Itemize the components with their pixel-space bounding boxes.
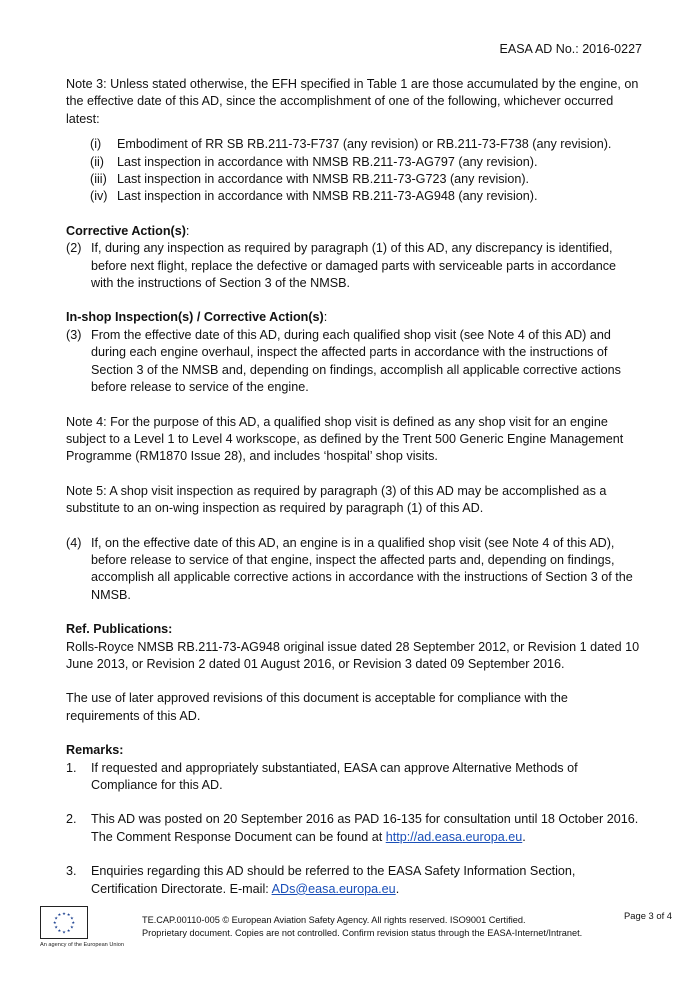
remark-number: 2. <box>66 812 77 827</box>
paragraph-number: (4) <box>66 535 82 550</box>
list-item-number: (i) <box>90 137 102 152</box>
remark-1 <box>66 760 640 795</box>
note-3: Note 3: Unless stated otherwise, the EFH specified in Table 1 are those accumulated by the engine, on the effective date of this AD, since the accomplishment of one of the following, whichever occurred latest: <box>66 77 639 126</box>
document-body <box>66 76 640 898</box>
paragraph-text: If, during any inspection as required by paragraph (1) of this AD, any discrepancy is identified, before next flight, replace the defective or damaged parts with serviceable parts in accordance with the instructions of Section 3 of the NMSB. <box>91 241 617 291</box>
svg-text:★: ★ <box>57 912 62 918</box>
paragraph-number: (3) <box>66 327 82 342</box>
paragraph-4 <box>66 535 640 605</box>
list-item <box>90 188 640 205</box>
ad-number: EASA AD No.: 2016-0227 <box>499 42 642 56</box>
remark-text: Enquiries regarding this AD should be referred to the EASA Safety Information Section, Certification Directorate. E-mail: ADs@easa.europa.eu. <box>91 864 576 896</box>
paragraph-3 <box>66 327 640 397</box>
remark-number: 1. <box>66 760 77 775</box>
svg-text:★: ★ <box>66 928 71 934</box>
list-item <box>90 171 640 188</box>
svg-text:★: ★ <box>66 912 71 918</box>
list-item <box>90 136 640 153</box>
remarks-heading: Remarks: <box>66 743 124 758</box>
remark-text: This AD was posted on 20 September 2016 as PAD 16-135 for consultation until 18 October 2016. The Comment Response Document can be found at http://ad.easa.europa.eu. <box>91 812 639 844</box>
paragraph-text: If, on the effective date of this AD, an engine is in a qualified shop visit (see Note 4 of this AD), before release to service of that engine, inspect the affected parts and, depending on findings, accomplish all applicable corrective actions in accordance with the instructions of Section 3 of the NMSB. <box>91 535 633 602</box>
svg-text:★: ★ <box>52 920 57 926</box>
remark-3 <box>66 863 640 898</box>
paragraph-2 <box>66 240 640 292</box>
footer-line-1: TE.CAP.00110-005 © European Aviation Safety Agency. All rights reserved. ISO9001 Certified. <box>142 915 526 925</box>
list-item-text: Embodiment of RR SB RB.211-73-F737 (any revision) or RB.211-73-F738 (any revision). <box>117 137 612 152</box>
remark-2 <box>66 811 640 846</box>
svg-text:★: ★ <box>71 920 76 926</box>
svg-text:★: ★ <box>70 924 74 930</box>
svg-text:★: ★ <box>62 910 66 916</box>
page-number: Page 3 of 4 <box>624 910 672 921</box>
paragraph-text: From the effective date of this AD, during each qualified shop visit (see Note 4 of this AD) and during each engine overhaul, inspect the affected parts in accordance with the instructions of Section 3 of the NMSB and, depending on findings, accomplish all applicable corrective actions before release to service of the engine. <box>91 327 621 395</box>
ref-publications-text: Rolls-Royce NMSB RB.211-73-AG948 original issue dated 28 September 2012, or Revision 1 dated 10 June 2013, or Revision 2 dated 01 August 2016, or Revision 3 dated 09 September 2016. <box>66 639 640 671</box>
eu-flag-logo <box>40 906 88 939</box>
ad-website-link[interactable]: http://ad.easa.europa.eu <box>385 829 523 844</box>
page-footer <box>0 902 700 962</box>
svg-text:★: ★ <box>62 929 66 935</box>
svg-text:★: ★ <box>54 915 58 921</box>
paragraph-number: (2) <box>66 241 82 256</box>
note-3-list <box>90 136 640 206</box>
footer-line-2: Proprietary document. Copies are not controlled. Confirm revision status through the EASA-Internet/Intranet. <box>142 928 583 938</box>
list-item-text: Last inspection in accordance with NMSB RB.211-73-G723 (any revision). <box>117 172 530 187</box>
corrective-actions-heading: Corrective Action(s): <box>66 223 190 238</box>
note-4: Note 4: For the purpose of this AD, a qualified shop visit is defined as any shop visit for an engine subject to a Level 1 to Level 4 workscope, as defined by the Trent 500 Generic Engine Management Programme (RM1870 Issue 28), and includes ‘hospital’ shop visits. <box>66 414 624 464</box>
list-item-number: (ii) <box>90 154 104 169</box>
in-shop-heading: In-shop Inspection(s) / Corrective Action(s): <box>66 310 328 325</box>
remark-text: If requested and appropriately substantiated, EASA can approve Alternative Methods of Compliance for this AD. <box>91 760 578 792</box>
list-item-text: Last inspection in accordance with NMSB RB.211-73-AG948 (any revision). <box>117 189 538 204</box>
later-revisions-text: The use of later approved revisions of this document is acceptable for compliance with the requirements of this AD. <box>66 691 568 723</box>
footer-text <box>142 914 622 940</box>
eu-agency-caption: An agency of the European Union <box>40 942 124 948</box>
email-link[interactable]: ADs@easa.europa.eu <box>271 881 396 896</box>
svg-text:★: ★ <box>57 928 62 934</box>
remark-number: 3. <box>66 864 77 879</box>
list-item-number: (iv) <box>90 189 108 204</box>
ref-publications-heading: Ref. Publications: <box>66 622 173 637</box>
list-item <box>90 154 640 171</box>
svg-text:★: ★ <box>54 924 58 930</box>
svg-text:★: ★ <box>70 915 74 921</box>
list-item-number: (iii) <box>90 172 107 187</box>
note-5: Note 5: A shop visit inspection as required by paragraph (3) of this AD may be accomplished as a substitute to an on-wing inspection as required by paragraph (1) of this AD. <box>66 483 607 516</box>
list-item-text: Last inspection in accordance with NMSB RB.211-73-AG797 (any revision). <box>117 154 538 169</box>
